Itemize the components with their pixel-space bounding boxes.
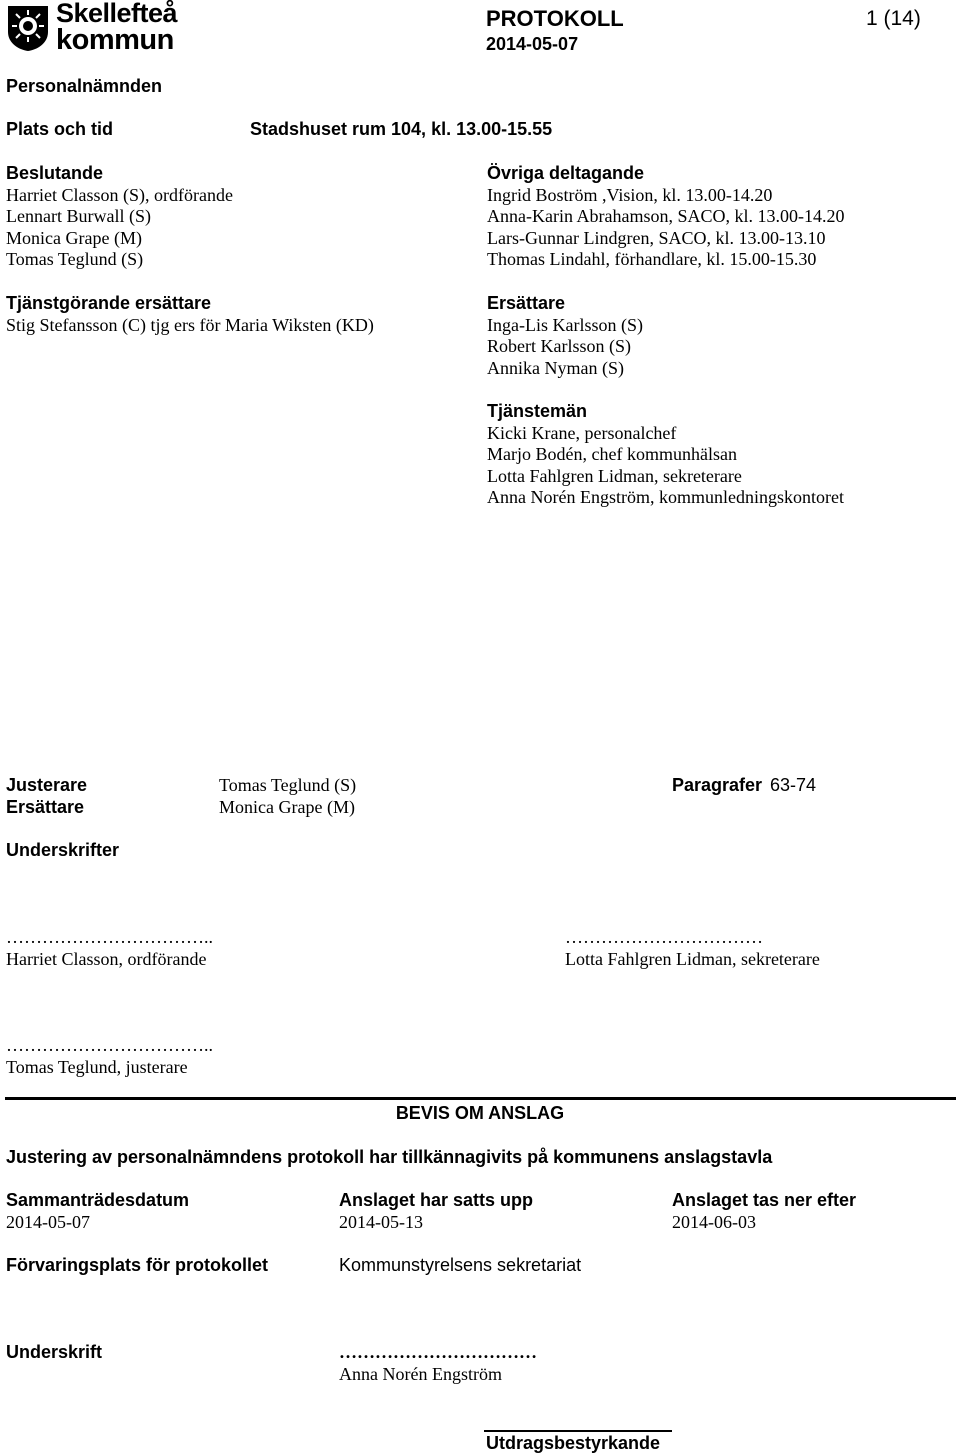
paragraphs-value: 63-74 <box>770 775 817 795</box>
notice-signature-line: …………………………… <box>339 1342 537 1362</box>
others-member: Thomas Lindahl, förhandlare, kl. 15.00-15.30 <box>487 249 817 269</box>
adjusters-substitute-label: Ersättare <box>6 797 85 817</box>
official: Kicki Krane, personalchef <box>487 423 677 443</box>
notice-signature-label: Underskrift <box>6 1342 103 1362</box>
others-label: Övriga deltagande <box>487 163 645 183</box>
signatory-name: Tomas Teglund, justerare <box>6 1057 188 1077</box>
removed-date: 2014-06-03 <box>672 1212 756 1232</box>
others-member: Ingrid Boström ,Vision, kl. 13.00-14.20 <box>487 185 773 205</box>
posted-date: 2014-05-13 <box>339 1212 423 1232</box>
signatory-name: Lotta Fahlgren Lidman, sekreterare <box>565 949 820 969</box>
page-number: 1 (14) <box>866 7 921 30</box>
removed-label: Anslaget tas ner efter <box>672 1190 857 1210</box>
document-date: 2014-05-07 <box>486 34 579 54</box>
deciding-member: Tomas Teglund (S) <box>6 249 144 269</box>
place-time-value: Stadshuset rum 104, kl. 13.00-15.55 <box>250 119 553 139</box>
substitutes-label: Ersättare <box>487 293 566 313</box>
signatures-label: Underskrifter <box>6 840 120 860</box>
meeting-date-label: Sammanträdesdatum <box>6 1190 190 1210</box>
deciding-member: Monica Grape (M) <box>6 228 142 248</box>
paragraphs-label: Paragrafer <box>672 775 763 795</box>
signatory-name: Harriet Classon, ordförande <box>6 949 207 969</box>
signature-line: …………………………….. <box>6 1035 213 1055</box>
official: Marjo Bodén, chef kommunhälsan <box>487 444 737 464</box>
meeting-date: 2014-05-07 <box>6 1212 90 1232</box>
official: Anna Norén Engström, kommunledningskontoret <box>487 487 844 507</box>
deciding-member: Lennart Burwall (S) <box>6 206 151 226</box>
signature-line: …………………………… <box>565 927 763 947</box>
adjusters-label: Justerare <box>6 775 88 795</box>
adjusters-value: Tomas Teglund (S) <box>219 775 357 795</box>
footer-label: Utdragsbestyrkande <box>486 1433 661 1453</box>
substitute: Inga-Lis Karlsson (S) <box>487 315 643 335</box>
notice-title: BEVIS OM ANSLAG <box>395 1103 565 1123</box>
signature-line: …………………………….. <box>6 927 213 947</box>
storage-value: Kommunstyrelsens sekretariat <box>339 1255 582 1275</box>
municipal-emblem-icon <box>6 4 50 52</box>
body-name: Personalnämnden <box>6 76 163 96</box>
substitute: Annika Nyman (S) <box>487 358 624 378</box>
others-member: Lars-Gunnar Lindgren, SACO, kl. 13.00-13.10 <box>487 228 826 248</box>
logo-line1: Skellefteå <box>56 0 178 28</box>
serving-substitute: Stig Stefansson (C) tjg ers för Maria Wiksten (KD) <box>6 315 374 335</box>
official: Lotta Fahlgren Lidman, sekreterare <box>487 466 742 486</box>
adjusters-substitute-value: Monica Grape (M) <box>219 797 355 817</box>
storage-label: Förvaringsplats för protokollet <box>6 1255 269 1275</box>
posted-label: Anslaget har satts upp <box>339 1190 534 1210</box>
logo <box>6 2 196 54</box>
substitute: Robert Karlsson (S) <box>487 336 631 356</box>
logo-line2: kommun <box>56 24 174 56</box>
deciding-member: Harriet Classon (S), ordförande <box>6 185 233 205</box>
notice-divider <box>5 1097 956 1100</box>
footer-divider <box>484 1430 672 1432</box>
notice-signatory-name: Anna Norén Engström <box>339 1364 502 1384</box>
others-member: Anna-Karin Abrahamson, SACO, kl. 13.00-14.20 <box>487 206 845 226</box>
deciding-label: Beslutande <box>6 163 104 183</box>
place-time-label: Plats och tid <box>6 119 114 139</box>
serving-substitutes-label: Tjänstgörande ersättare <box>6 293 212 313</box>
officials-label: Tjänstemän <box>487 401 588 421</box>
notice-statement: Justering av personalnämndens protokoll har tillkännagivits på kommunens anslagstavla <box>6 1147 773 1167</box>
document-type: PROTOKOLL <box>486 6 624 31</box>
